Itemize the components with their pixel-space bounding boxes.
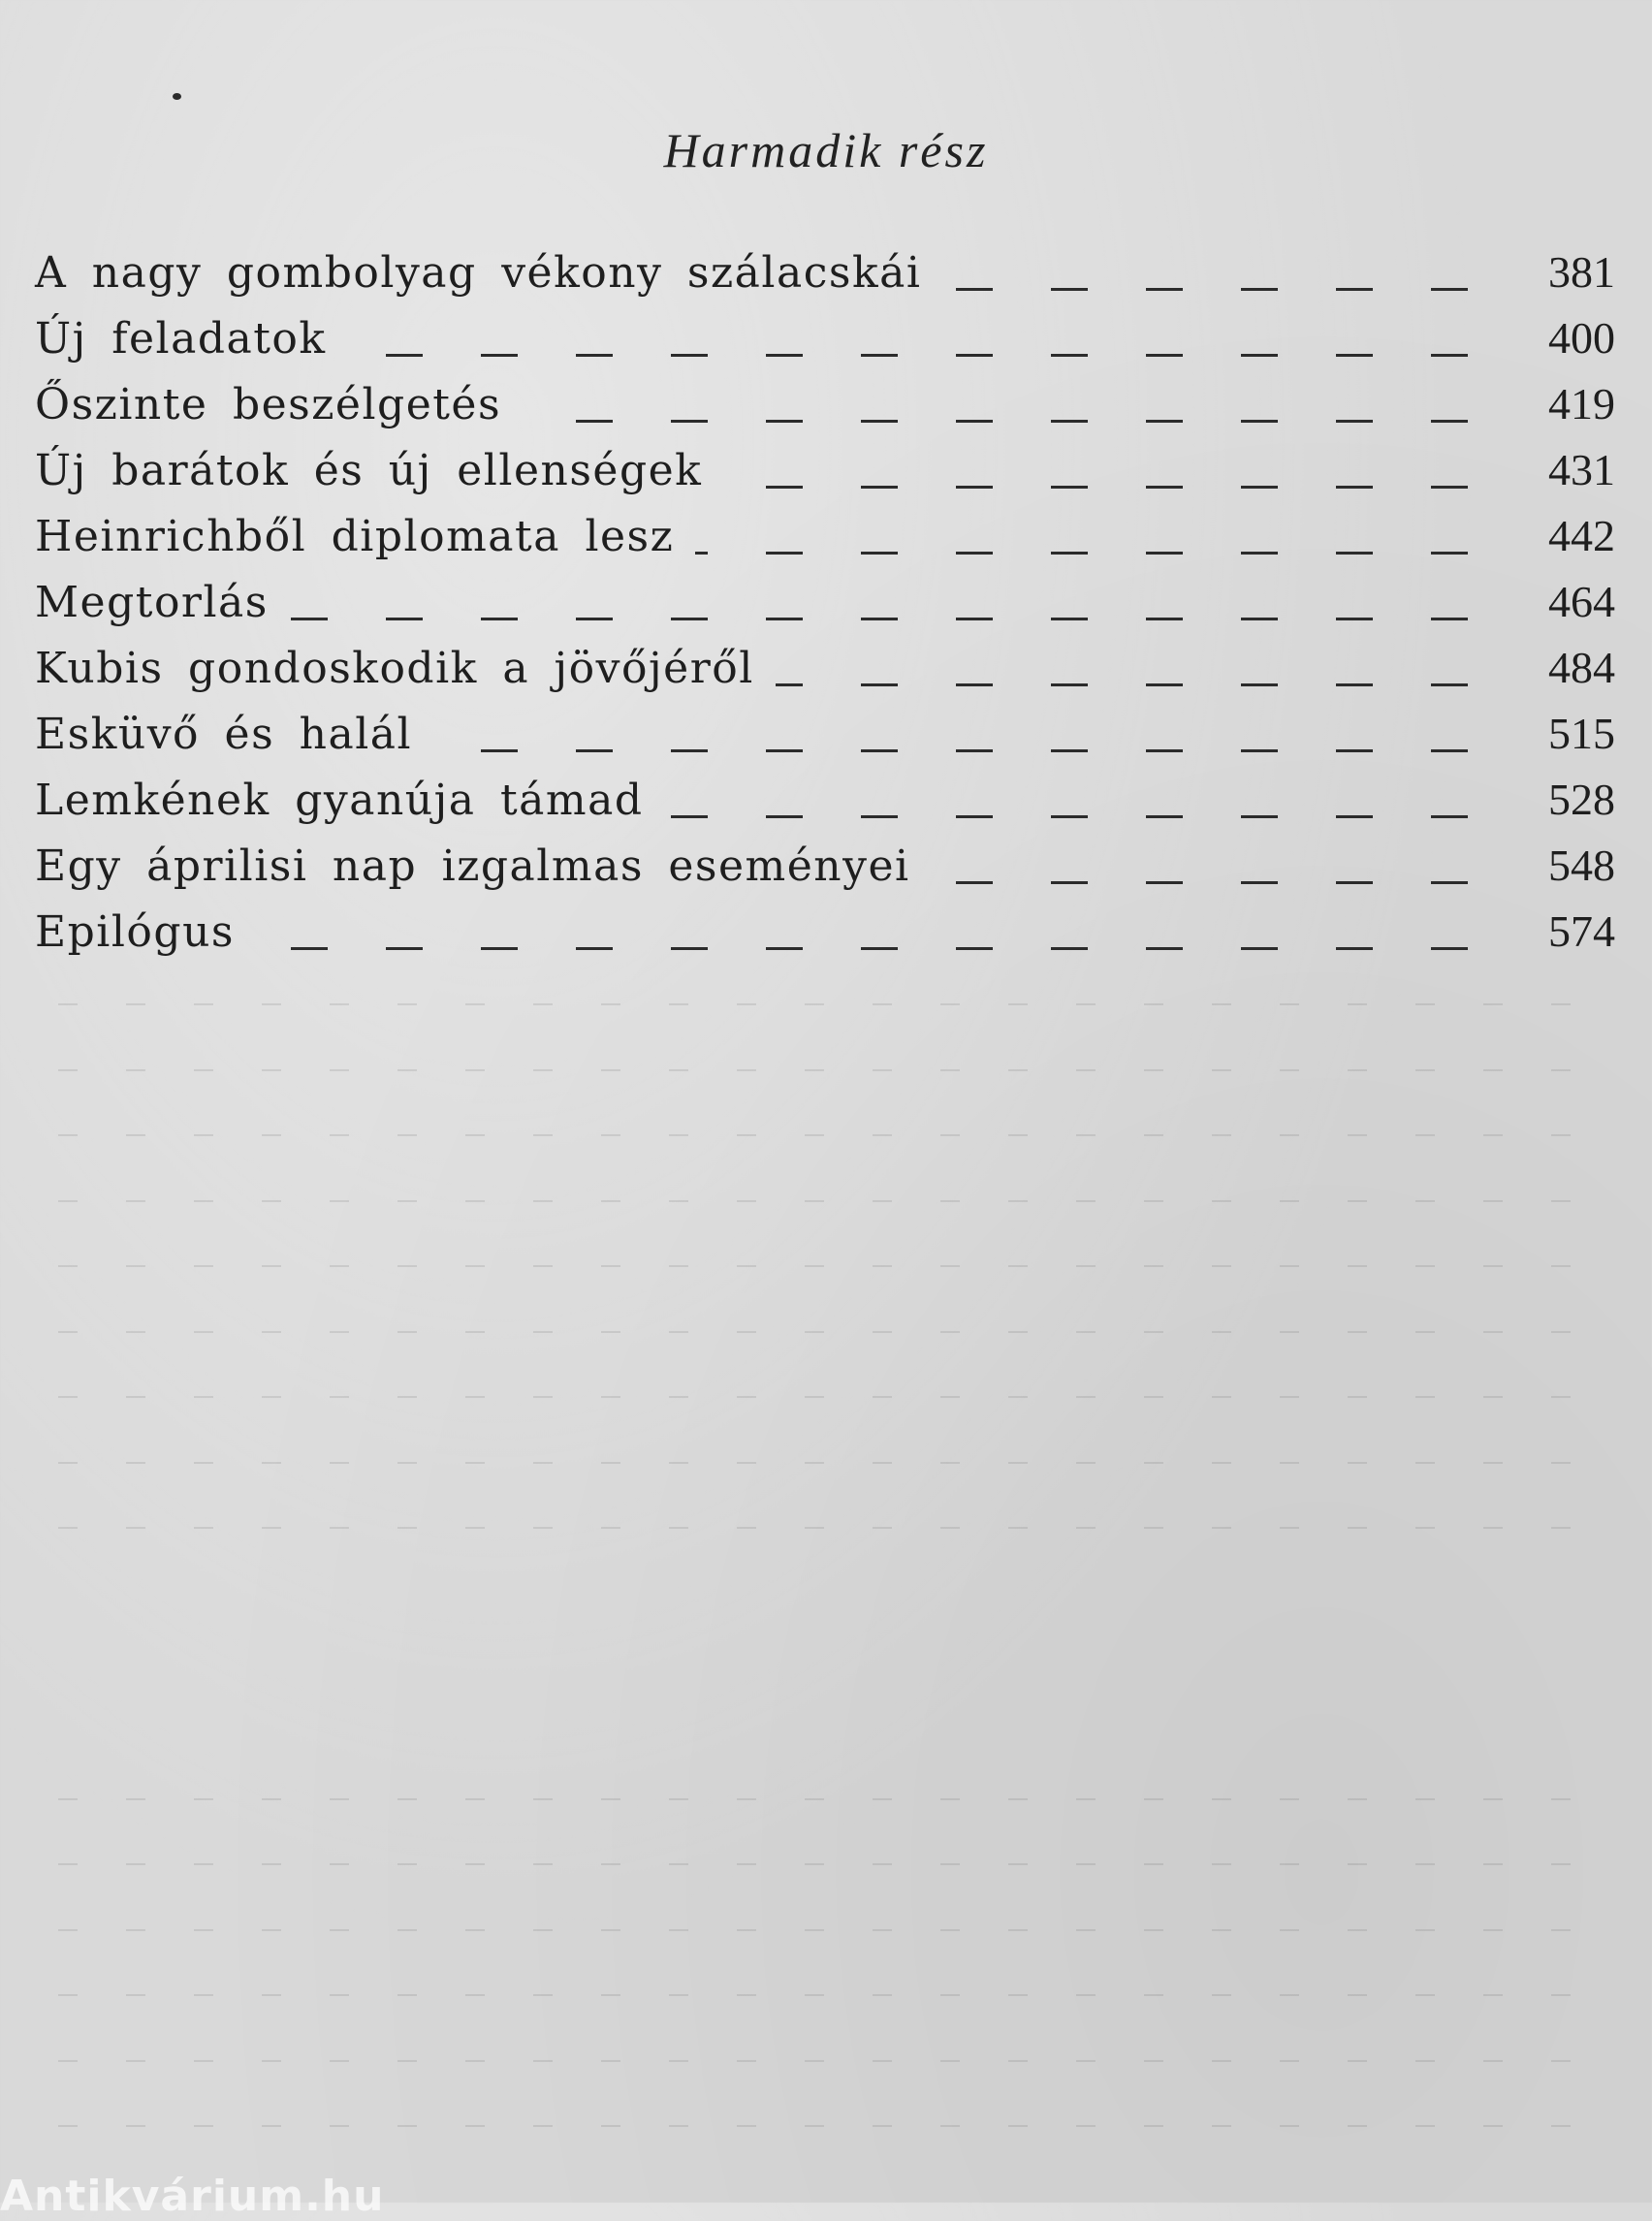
toc-entry [35,774,1615,840]
dash-leader [433,749,1468,752]
toc-entry-title: Heinrichből diplomata lesz [35,512,675,561]
dash-leader [932,881,1468,884]
toc-entry-page-number: 574 [1548,906,1615,956]
toc-entry [35,378,1615,444]
toc-entry-title: A nagy gombolyag vékony szálacskái [35,248,922,298]
table-of-contents [35,246,1615,971]
toc-entry-page-number: 431 [1548,445,1615,494]
toc-entry-page-number: 419 [1548,379,1615,428]
toc-entry-page-number: 464 [1548,577,1615,626]
dash-leader [695,552,1468,555]
toc-entry [35,905,1615,971]
ink-dot [173,93,181,100]
toc-entry-page-number: 442 [1548,511,1615,560]
section-title: Harmadik rész [663,123,989,177]
dash-leader [665,815,1468,818]
toc-entry [35,840,1615,905]
dash-leader [256,947,1468,950]
toc-entry-page-number: 381 [1548,247,1615,297]
toc-entry-title: Új feladatok [35,314,327,364]
toc-entry [35,576,1615,642]
toc-entry-page-number: 548 [1548,841,1615,890]
toc-entry [35,642,1615,708]
toc-entry-title: Epilógus [35,907,236,957]
toc-entry [35,246,1615,312]
toc-entry-page-number: 515 [1548,709,1615,758]
watermark: Antikvárium.hu [0,2172,385,2221]
dash-leader [290,618,1468,620]
toc-entry [35,312,1615,378]
toc-entry-title: Megtorlás [35,578,269,627]
toc-entry [35,444,1615,510]
toc-entry-page-number: 528 [1548,775,1615,824]
toc-entry-title: Egy áprilisi nap izgalmas eseményei [35,841,910,891]
toc-entry-page-number: 484 [1548,643,1615,692]
toc-entry-title: Esküvő és halál [35,710,413,759]
toc-entry-page-number: 400 [1548,313,1615,363]
toc-entry-title: Lemkének gyanúja támad [35,776,644,825]
toc-entry-title: Őszinte beszélgetés [35,380,502,429]
toc-entry [35,708,1615,774]
dash-leader [942,288,1468,291]
toc-entry [35,510,1615,576]
toc-entry-title: Új barátok és új ellenségek [35,446,703,495]
toc-entry-title: Kubis gondoskodik a jövőjéről [35,644,754,693]
dash-leader [523,420,1468,423]
dash-leader [723,486,1468,489]
dash-leader [776,683,1468,686]
dash-leader [348,354,1468,357]
